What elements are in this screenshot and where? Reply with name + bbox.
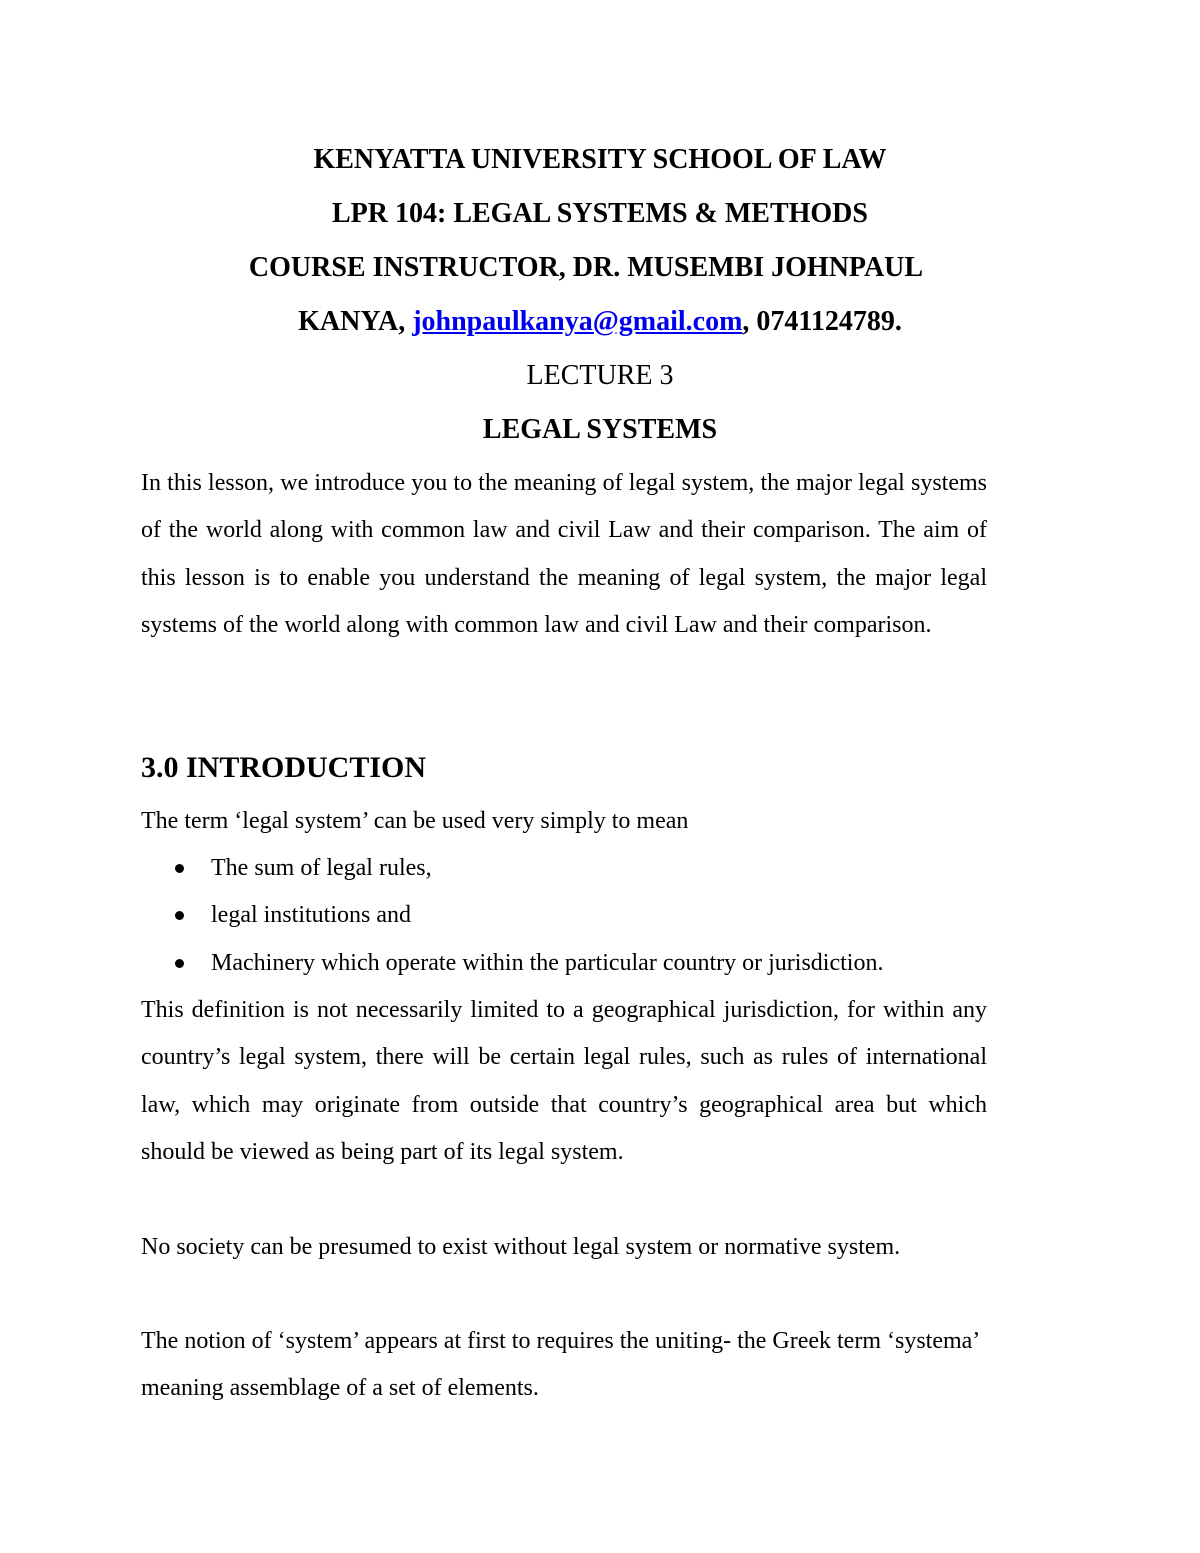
definition-paragraph: This definition is not necessarily limited to a geographical jurisdiction, for within any country’s legal system, there will be certain legal rules, such as rules of international law, which may originate from outside that country’s geographical area but which should be viewed as being part of its legal system. — [141, 997, 987, 1165]
bullet-icon — [175, 959, 184, 968]
definition-list — [141, 845, 1041, 987]
society-paragraph: No society can be presumed to exist without legal system or normative system. — [141, 1234, 901, 1260]
contact-line — [0, 305, 1200, 339]
instructor-line: COURSE INSTRUCTOR, DR. MUSEMBI JOHNPAUL — [248, 252, 924, 283]
list-item-text: Machinery which operate within the particular country or jurisdiction. — [211, 949, 884, 976]
intro-paragraph: In this lesson, we introduce you to the meaning of legal system, the major legal systems of the world along with common law and civil Law and their comparison. The aim of this lesson is to enable you understand the meaning of legal system, the major legal systems of the world along with common law and civil Law and their comparison. — [141, 470, 987, 638]
page-title: LEGAL SYSTEMS — [482, 414, 718, 445]
university-title: KENYATTA UNIVERSITY SCHOOL OF LAW — [313, 144, 887, 175]
course-title: LPR 104: LEGAL SYSTEMS & METHODS — [332, 198, 868, 229]
section-heading: 3.0 INTRODUCTION — [141, 751, 427, 784]
list-item-text: legal institutions and — [211, 902, 411, 929]
contact-phone: , 0741124789. — [742, 306, 902, 337]
list-item — [141, 892, 1041, 939]
list-item — [141, 940, 1041, 987]
list-item — [141, 845, 1041, 892]
email-link[interactable]: johnpaulkanya@gmail.com — [412, 306, 743, 337]
system-notion-paragraph: The notion of ‘system’ appears at first to requires the uniting- the Greek term ‘systema’ meaning assemblage of a set of elements. — [141, 1328, 979, 1402]
lecture-label: LECTURE 3 — [526, 360, 674, 391]
bullet-icon — [175, 911, 184, 920]
list-item-text: The sum of legal rules, — [211, 855, 432, 881]
contact-name: KANYA, — [298, 306, 413, 337]
bullet-icon — [175, 864, 184, 873]
section-lead: The term ‘legal system’ can be used very simply to mean — [141, 808, 689, 834]
